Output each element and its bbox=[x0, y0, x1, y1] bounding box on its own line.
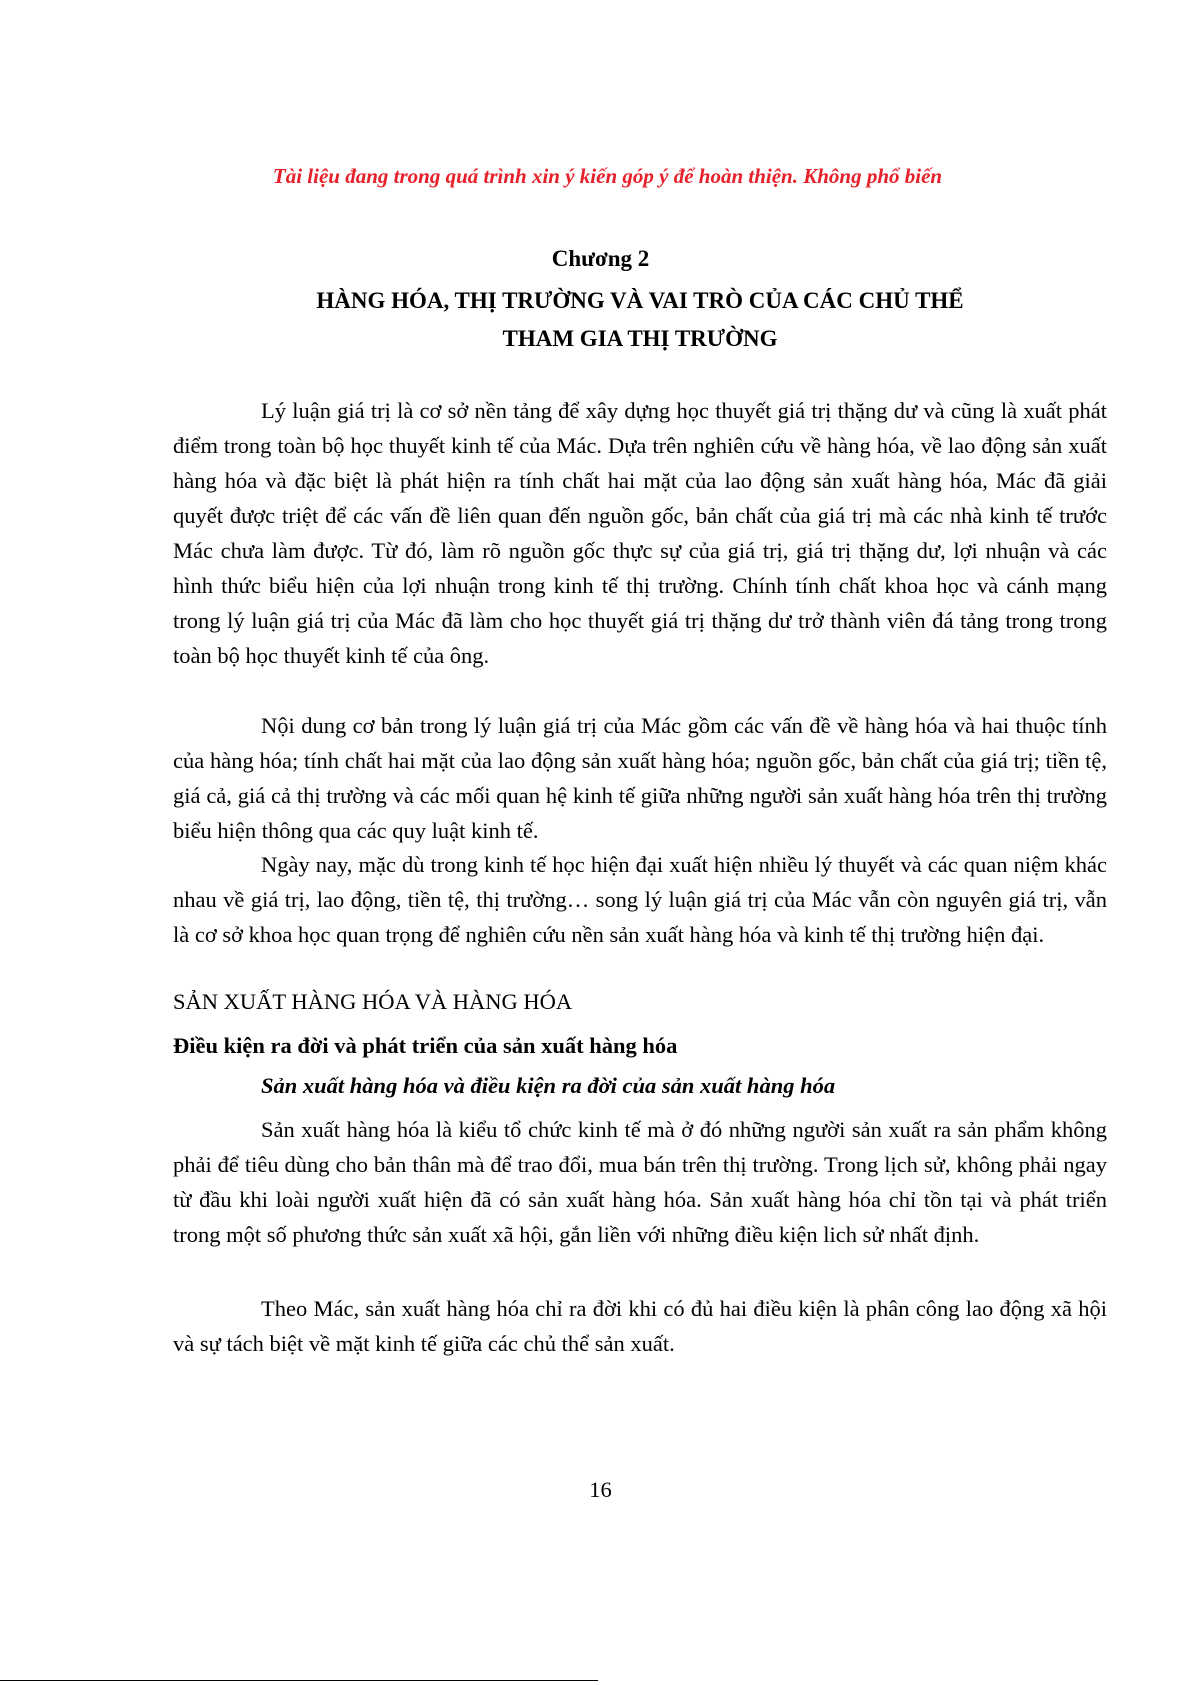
chapter-title-line-2: THAM GIA THỊ TRƯỜNG bbox=[502, 326, 778, 351]
subsection-heading: Điều kiện ra đời và phát triển của sản xuất hàng hóa bbox=[173, 1033, 678, 1058]
intro-paragraph-3: Ngày nay, mặc dù trong kinh tế học hiện đại xuất hiện nhiều lý thuyết và các quan niệm khác nhau về giá trị, lao động, tiền tệ, thị trường… song lý luận giá trị của Mác vẫn còn nguyên giá trị, vẫn là cơ sở khoa học quan trọng để nghiên cứu nền sản xuất hàng hóa và kinh tế thị trường hiện đại. bbox=[173, 852, 1107, 947]
footnote-separator bbox=[0, 1680, 598, 1681]
intro-paragraph-2: Nội dung cơ bản trong lý luận giá trị của Mác gồm các vấn đề về hàng hóa và hai thuộc tính của hàng hóa; tính chất hai mặt của lao động sản xuất hàng hóa; nguồn gốc, bản chất của giá trị; tiền tệ, giá cả, giá cả thị trường và các mối quan hệ kinh tế giữa những người sản xuất hàng hóa trên thị trường biểu hiện thông qua các quy luật kinh tế. bbox=[173, 713, 1107, 843]
section-heading: SẢN XUẤT HÀNG HÓA VÀ HÀNG HÓA bbox=[173, 989, 573, 1014]
section-paragraph-2: Theo Mác, sản xuất hàng hóa chỉ ra đời khi có đủ hai điều kiện là phân công lao động xã hội và sự tách biệt về mặt kinh tế giữa các chủ thể sản xuất. bbox=[173, 1296, 1107, 1356]
draft-notice: Tài liệu đang trong quá trình xin ý kiến góp ý để hoàn thiện. Không phổ biến bbox=[272, 164, 943, 188]
intro-paragraph-1: Lý luận giá trị là cơ sở nền tảng để xây dựng học thuyết giá trị thặng dư và cũng là xuất phát điểm trong toàn bộ học thuyết kinh tế của Mác. Dựa trên nghiên cứu về hàng hóa, về lao động sản xuất hàng hóa và đặc biệt là phát hiện ra tính chất hai mặt của lao động sản xuất hàng hóa, Mác đã giải quyết được triệt để các vấn đề liên quan đến nguồn gốc, bản chất của giá trị mà các nhà kinh tế trước Mác chưa làm được. Từ đó, làm rõ nguồn gốc thực sự của giá trị, giá trị thặng dư, lợi nhuận và các hình thức biểu hiện của lợi nhuận trong kinh tế thị trường. Chính tính chất khoa học và cánh mạng trong lý luận giá trị của Mác đã làm cho học thuyết giá trị thặng dư trở thành viên đá tảng trong trong toàn bộ học thuyết kinh tế của ông. bbox=[173, 398, 1107, 668]
chapter-number: Chương 2 bbox=[551, 246, 650, 271]
chapter-title-line-1: HÀNG HÓA, THỊ TRƯỜNG VÀ VAI TRÒ CỦA CÁC CHỦ THỂ bbox=[316, 288, 964, 313]
subsubsection-heading: Sản xuất hàng hóa và điều kiện ra đời của sản xuất hàng hóa bbox=[261, 1073, 836, 1098]
page-number: 16 bbox=[589, 1477, 612, 1502]
chapter-title bbox=[230, 282, 1050, 358]
section-paragraph-1: Sản xuất hàng hóa là kiểu tổ chức kinh tế mà ở đó những người sản xuất ra sản phẩm không phải để tiêu dùng cho bản thân mà để trao đổi, mua bán trên thị trường. Trong lịch sử, không phải ngay từ đầu khi loài người xuất hiện đã có sản xuất hàng hóa. Sản xuất hàng hóa chỉ tồn tại và phát triển trong một số phương thức sản xuất xã hội, gắn liền với những điều kiện lich sử nhất định. bbox=[173, 1117, 1107, 1247]
